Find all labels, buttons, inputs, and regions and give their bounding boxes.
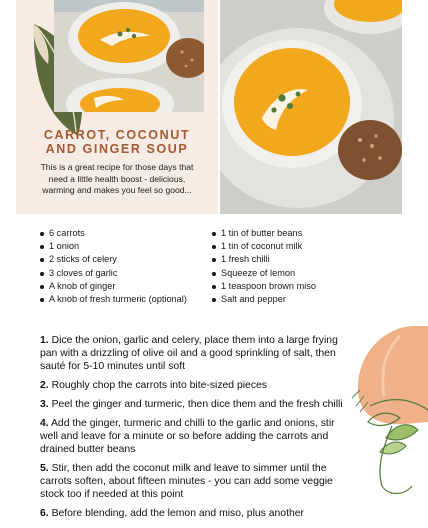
method-step xyxy=(40,417,354,456)
ingredient-item: 1 teaspoon brown miso xyxy=(212,280,362,293)
recipe-title-line-1: CARROT, COCONUT xyxy=(43,128,191,142)
method-step xyxy=(40,398,354,411)
recipe-intro: This is a great recipe for those days that need a little health boost - delicious, warming and makes you feel so good... xyxy=(40,162,194,195)
step-number: 5. xyxy=(40,463,49,474)
step-text: Stir, then add the coconut milk and leave to simmer until the carrots soften, about fifteen minutes - you can add some veggie stock too if needed at this point xyxy=(40,463,333,500)
method-step xyxy=(40,334,354,373)
ingredients-list-left xyxy=(40,227,200,306)
ingredient-item: 2 sticks of celery xyxy=(40,253,200,266)
step-text: Dice the onion, garlic and celery, place them into a large frying pan with a drizzling of olive oil and a good sprinkling of salt, then sauté for 5-10 minutes until soft xyxy=(40,335,338,372)
step-text: Peel the ginger and turmeric, then dice them and the fresh chilli xyxy=(51,399,343,410)
method-step xyxy=(40,507,354,520)
soup-photo-large xyxy=(220,0,402,214)
ingredients-list-right xyxy=(212,227,362,306)
step-number: 6. xyxy=(40,508,49,519)
step-text: Roughly chop the carrots into bite-sized pieces xyxy=(51,380,267,391)
ingredient-item: 1 tin of coconut milk xyxy=(212,240,362,253)
recipe-title-line-2: AND GINGER SOUP xyxy=(45,142,189,156)
method-steps xyxy=(40,334,354,526)
recipe-title xyxy=(16,128,218,156)
soup-photo-small xyxy=(54,0,204,112)
method-step xyxy=(40,462,354,501)
ingredient-item: 6 carrots xyxy=(40,227,200,240)
step-number: 1. xyxy=(40,335,49,346)
step-number: 2. xyxy=(40,380,49,391)
ingredient-item: 1 onion xyxy=(40,240,200,253)
ingredient-item: A knob of ginger xyxy=(40,280,200,293)
peach-leaf-illustration xyxy=(330,326,428,498)
ingredient-item: 3 cloves of garlic xyxy=(40,267,200,280)
step-number: 3. xyxy=(40,399,49,410)
ingredient-item: Salt and pepper xyxy=(212,293,362,306)
ingredient-item: 1 fresh chilli xyxy=(212,253,362,266)
step-number: 4. xyxy=(40,418,49,429)
step-text: Add the ginger, turmeric and chilli to the garlic and onions, stir well and leave for a minute or so before adding the carrots and drained butter beans xyxy=(40,418,335,455)
method-step xyxy=(40,379,354,392)
ingredient-item: Squeeze of lemon xyxy=(212,267,362,280)
ingredient-item: 1 tin of butter beans xyxy=(212,227,362,240)
step-text: Before blending, add the lemon and miso, plus another xyxy=(51,508,304,519)
ingredient-item: A knob of fresh turmeric (optional) xyxy=(40,293,200,306)
